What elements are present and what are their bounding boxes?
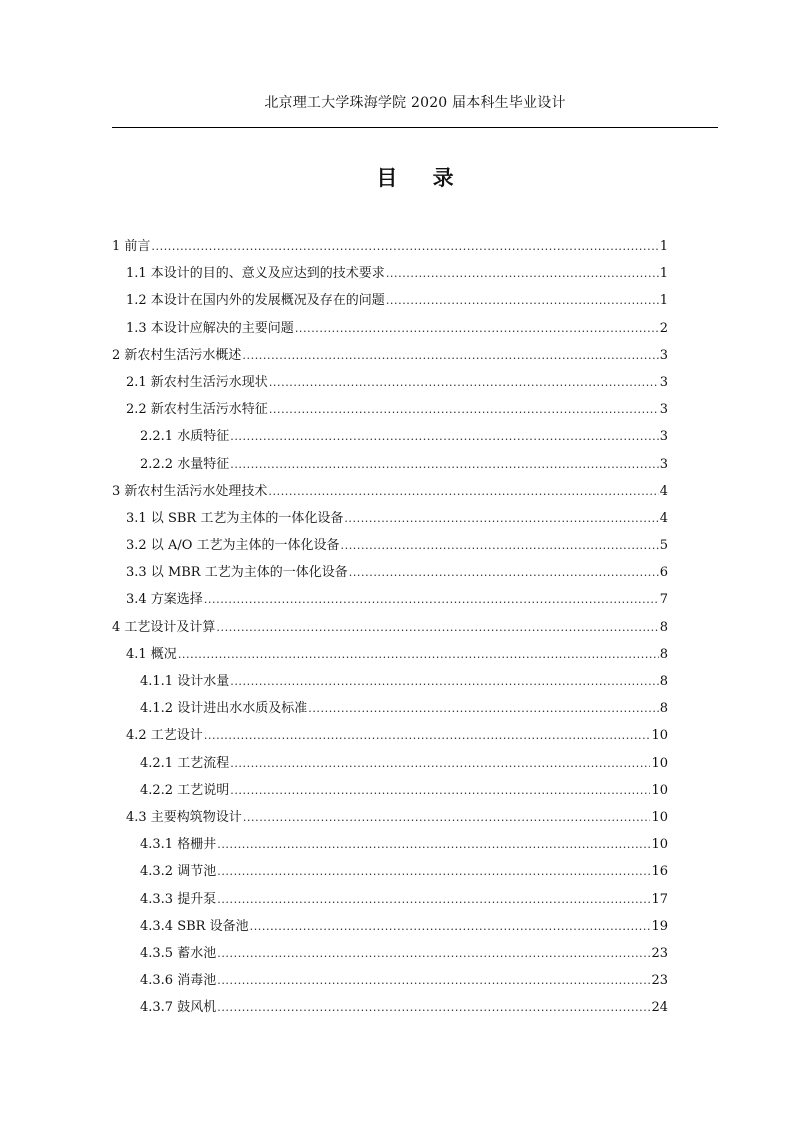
toc-dot-leader bbox=[230, 451, 659, 478]
toc-entry-label: 3.1 以 SBR 工艺为主体的一体化设备 bbox=[126, 510, 344, 526]
toc-entry[interactable] bbox=[112, 287, 668, 314]
toc-entry-label: 3 新农村生活污水处理技术 bbox=[112, 483, 268, 499]
toc-entry-label: 4 工艺设计及计算 bbox=[112, 619, 216, 635]
toc-dot-leader bbox=[269, 396, 659, 423]
toc-dot-leader bbox=[341, 532, 659, 559]
toc-dot-leader bbox=[242, 342, 658, 369]
toc-page-number: 24 bbox=[651, 1000, 668, 1016]
toc-dot-leader bbox=[217, 994, 650, 1021]
toc-page-number: 3 bbox=[659, 456, 668, 472]
toc-entry-label: 4.2.2 工艺说明 bbox=[140, 782, 230, 798]
toc-entry[interactable] bbox=[112, 994, 668, 1021]
toc-dot-leader bbox=[349, 559, 659, 586]
toc-entry-label: 1.1 本设计的目的、意义及应达到的技术要求 bbox=[126, 266, 385, 282]
toc-entry[interactable] bbox=[112, 641, 668, 668]
toc-entry[interactable] bbox=[112, 614, 668, 641]
toc-entry-label: 2.2.2 水量特征 bbox=[140, 456, 230, 472]
toc-page-number: 16 bbox=[651, 864, 668, 880]
toc-entry-label: 3.4 方案选择 bbox=[126, 592, 203, 608]
toc-entry[interactable] bbox=[112, 451, 668, 478]
toc-entry[interactable] bbox=[112, 750, 668, 777]
toc-page-number: 5 bbox=[659, 538, 668, 554]
toc-page-number: 8 bbox=[659, 646, 668, 662]
toc-entry[interactable] bbox=[112, 913, 668, 940]
toc-dot-leader bbox=[217, 831, 650, 858]
toc-dot-leader bbox=[308, 695, 659, 722]
toc-page-number: 23 bbox=[651, 945, 668, 961]
toc-entry[interactable] bbox=[112, 478, 668, 505]
toc-entry-label: 4.2 工艺设计 bbox=[126, 728, 203, 744]
toc-entry[interactable] bbox=[112, 396, 668, 423]
toc-page-number: 2 bbox=[659, 320, 668, 336]
toc-dot-leader bbox=[268, 478, 658, 505]
toc-entry-label: 2.2 新农村生活污水特征 bbox=[126, 402, 268, 418]
toc-entry[interactable] bbox=[112, 967, 668, 994]
toc-dot-leader bbox=[250, 913, 651, 940]
toc-page-number: 17 bbox=[651, 891, 668, 907]
toc-page-number: 4 bbox=[659, 510, 668, 526]
toc-page-number: 10 bbox=[651, 782, 668, 798]
toc-entry[interactable] bbox=[112, 423, 668, 450]
toc-dot-leader bbox=[269, 369, 659, 396]
toc-entry-label: 3.3 以 MBR 工艺为主体的一体化设备 bbox=[126, 565, 348, 581]
toc-page-number: 10 bbox=[651, 809, 668, 825]
toc-dot-leader bbox=[243, 804, 651, 831]
toc-entry[interactable] bbox=[112, 369, 668, 396]
toc-page-number: 7 bbox=[659, 592, 668, 608]
toc-entry[interactable] bbox=[112, 315, 668, 342]
toc-entry-label: 2 新农村生活污水概述 bbox=[112, 347, 242, 363]
toc-dot-leader bbox=[217, 940, 650, 967]
toc-entry-label: 1.3 本设计应解决的主要问题 bbox=[126, 320, 294, 336]
toc-entry[interactable] bbox=[112, 342, 668, 369]
toc-entry-label: 4.3.6 消毒池 bbox=[140, 973, 217, 989]
toc-entry[interactable] bbox=[112, 695, 668, 722]
toc-page-number: 10 bbox=[651, 728, 668, 744]
toc-entry-label: 4.3.4 SBR 设备池 bbox=[140, 918, 249, 934]
toc-entry[interactable] bbox=[112, 804, 668, 831]
toc-page-number: 3 bbox=[659, 402, 668, 418]
toc-entry[interactable] bbox=[112, 559, 668, 586]
toc-entry-label: 4.2.1 工艺流程 bbox=[140, 755, 230, 771]
header-rule bbox=[112, 127, 718, 128]
toc-dot-leader bbox=[386, 287, 659, 314]
toc-page-number: 3 bbox=[659, 347, 668, 363]
toc-dot-leader bbox=[151, 233, 658, 260]
toc-entry-label: 4.3.5 蓄水池 bbox=[140, 945, 217, 961]
toc-page-number: 1 bbox=[659, 239, 668, 254]
toc-dot-leader bbox=[204, 722, 651, 749]
toc-dot-leader bbox=[217, 967, 650, 994]
toc-entry[interactable] bbox=[112, 532, 668, 559]
toc-page-number: 10 bbox=[651, 837, 668, 853]
running-header: 北京理工大学珠海学院 2020 届本科生毕业设计 bbox=[264, 95, 566, 111]
toc-dot-leader bbox=[230, 750, 650, 777]
toc-dot-leader bbox=[178, 641, 659, 668]
toc-dot-leader bbox=[295, 315, 659, 342]
toc-entry[interactable] bbox=[112, 505, 668, 532]
toc-page-number: 3 bbox=[659, 374, 668, 390]
toc-page-number: 8 bbox=[659, 674, 668, 689]
toc-entry[interactable] bbox=[112, 886, 668, 913]
toc-entry-label: 3.2 以 A/O 工艺为主体的一体化设备 bbox=[126, 538, 340, 554]
toc-entry[interactable] bbox=[112, 668, 668, 695]
toc-entry-label: 4.1.2 设计进出水水质及标准 bbox=[140, 701, 308, 717]
toc-dot-leader bbox=[204, 586, 659, 613]
toc-page-number: 8 bbox=[659, 701, 668, 717]
toc-dot-leader bbox=[217, 886, 650, 913]
toc-entry-label: 4.3.7 鼓风机 bbox=[140, 1000, 217, 1016]
toc-page-number: 8 bbox=[659, 619, 668, 635]
toc-entry-label: 4.3.1 格栅井 bbox=[140, 837, 217, 853]
toc-entry-label: 4.1.1 设计水量 bbox=[140, 674, 230, 689]
toc-page-number: 23 bbox=[651, 973, 668, 989]
toc-entry-label: 2.1 新农村生活污水现状 bbox=[126, 374, 268, 390]
toc-entry[interactable] bbox=[112, 940, 668, 967]
toc-dot-leader bbox=[344, 505, 658, 532]
toc-page-number: 1 bbox=[659, 266, 668, 282]
toc-entry[interactable] bbox=[112, 722, 668, 749]
toc-entry-label: 4.3.3 提升泵 bbox=[140, 891, 217, 907]
toc-entry-label: 1.2 本设计在国内外的发展概况及存在的问题 bbox=[126, 293, 385, 309]
toc-dot-leader bbox=[216, 614, 658, 641]
toc-page-number: 10 bbox=[651, 755, 668, 771]
toc-dot-leader bbox=[230, 668, 659, 695]
toc-entry-label: 4.1 概况 bbox=[126, 646, 177, 662]
toc-entry[interactable] bbox=[112, 831, 668, 858]
toc-page-number: 3 bbox=[659, 429, 668, 445]
toc-entry-label: 4.3 主要构筑物设计 bbox=[126, 809, 242, 825]
toc-entry-label: 1 前言 bbox=[112, 239, 151, 254]
table-of-contents bbox=[112, 233, 668, 1021]
toc-dot-leader bbox=[230, 777, 650, 804]
toc-dot-leader bbox=[230, 423, 659, 450]
toc-dot-leader bbox=[386, 260, 659, 287]
page-title: 目 录 bbox=[376, 165, 468, 190]
toc-entry[interactable] bbox=[112, 260, 668, 287]
toc-entry-label: 4.3.2 调节池 bbox=[140, 864, 217, 880]
toc-page-number: 19 bbox=[651, 918, 668, 934]
toc-page-number: 4 bbox=[659, 483, 668, 499]
toc-page-number: 1 bbox=[659, 293, 668, 309]
toc-entry[interactable] bbox=[112, 858, 668, 885]
toc-entry-label: 2.2.1 水质特征 bbox=[140, 429, 230, 445]
toc-entry[interactable] bbox=[112, 586, 668, 613]
toc-dot-leader bbox=[217, 858, 650, 885]
toc-entry[interactable] bbox=[112, 233, 668, 260]
toc-entry[interactable] bbox=[112, 777, 668, 804]
toc-page-number: 6 bbox=[659, 565, 668, 581]
